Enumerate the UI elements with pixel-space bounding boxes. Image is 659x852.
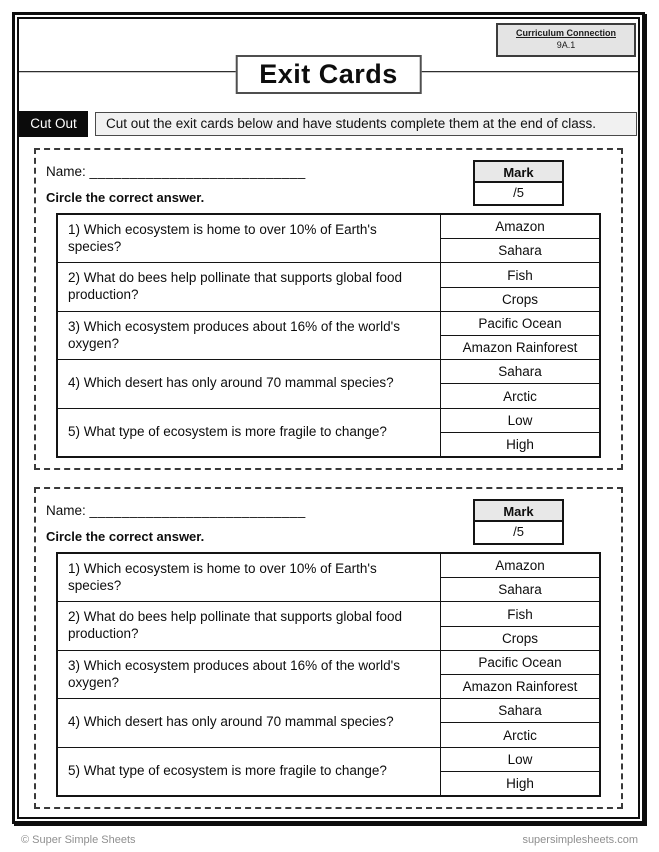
answer-option: Sahara <box>441 577 599 601</box>
answer-option: Low <box>507 751 533 767</box>
mark-value: /5 <box>513 524 524 539</box>
website-url: supersimplesheets.com <box>522 834 638 846</box>
question-row <box>58 262 599 310</box>
answer-option: High <box>441 771 599 795</box>
question-row <box>58 601 599 649</box>
answer-option: Arctic <box>441 383 599 407</box>
instruction-text: Cut out the exit cards below and have students complete them at the end of class. <box>95 112 637 136</box>
answer-option: Arctic <box>441 722 599 746</box>
exit-card <box>34 148 623 470</box>
answer-option: Amazon Rainforest <box>441 335 599 359</box>
copyright-text: © Super Simple Sheets <box>21 834 136 846</box>
answer-option: Sahara <box>498 364 542 380</box>
question-text: 1) Which ecosystem is home to over 10% of Earth's species? <box>68 221 377 254</box>
question-row <box>58 311 599 359</box>
answer-options <box>440 312 599 359</box>
question-text: 4) Which desert has only around 70 mammal species? <box>68 714 394 730</box>
name-row <box>46 503 306 518</box>
name-row <box>46 164 306 179</box>
curriculum-code: 9A.1 <box>556 40 576 51</box>
question-text: 5) What type of ecosystem is more fragile to change? <box>68 762 387 778</box>
worksheet-inner-frame <box>17 17 640 819</box>
mark-box <box>473 499 564 545</box>
mark-box <box>473 160 564 206</box>
answer-option: Amazon <box>495 219 545 235</box>
answer-option: Pacific Ocean <box>478 315 562 331</box>
question-row <box>58 698 599 746</box>
answer-options <box>440 409 599 456</box>
name-blank-line: ___________________________ <box>89 503 306 518</box>
question-text: 1) Which ecosystem is home to over 10% of Earth's species? <box>68 560 377 593</box>
answer-option: Sahara <box>441 238 599 262</box>
answer-option: Amazon <box>495 558 545 574</box>
question-text: 3) Which ecosystem produces about 16% of the world's oxygen? <box>68 318 400 351</box>
question-text: 2) What do bees help pollinate that supports global food production? <box>68 609 402 642</box>
question-table <box>56 213 601 458</box>
question-row <box>58 650 599 698</box>
answer-options <box>440 554 599 601</box>
curriculum-connection-badge <box>496 23 636 57</box>
answer-option: Low <box>507 412 533 428</box>
curriculum-connection-title: Curriculum Connection <box>515 28 616 38</box>
answer-option: Crops <box>441 626 599 650</box>
question-text: 3) Which ecosystem produces about 16% of the world's oxygen? <box>68 657 400 690</box>
exit-card <box>34 487 623 809</box>
answer-option: Pacific Ocean <box>478 654 562 670</box>
answer-options <box>440 699 599 746</box>
mark-header: Mark <box>475 501 562 522</box>
question-row <box>58 408 599 456</box>
question-row <box>58 359 599 407</box>
mark-header: Mark <box>475 162 562 183</box>
question-row <box>58 747 599 795</box>
answer-options <box>440 651 599 698</box>
answer-option: Crops <box>441 287 599 311</box>
answer-options <box>440 360 599 407</box>
name-label: Name: <box>46 503 86 518</box>
answer-option: Sahara <box>498 703 542 719</box>
answer-option: Fish <box>507 267 533 283</box>
question-row <box>58 215 599 262</box>
answer-options <box>440 263 599 310</box>
directions-text: Circle the correct answer. <box>46 190 205 205</box>
answer-option: High <box>441 432 599 456</box>
question-table <box>56 552 601 797</box>
question-row <box>58 554 599 601</box>
cut-out-label: Cut Out <box>19 111 88 137</box>
name-label: Name: <box>46 164 86 179</box>
mark-value: /5 <box>513 185 524 200</box>
answer-option: Fish <box>507 606 533 622</box>
directions-text: Circle the correct answer. <box>46 529 205 544</box>
question-text: 4) Which desert has only around 70 mammal species? <box>68 375 394 391</box>
answer-option: Amazon Rainforest <box>441 674 599 698</box>
question-text: 2) What do bees help pollinate that supports global food production? <box>68 270 402 303</box>
question-text: 5) What type of ecosystem is more fragile to change? <box>68 423 387 439</box>
name-blank-line: ___________________________ <box>89 164 306 179</box>
answer-options <box>440 215 599 262</box>
answer-options <box>440 602 599 649</box>
worksheet-page <box>12 12 645 824</box>
answer-options <box>440 748 599 795</box>
page-title: Exit Cards <box>235 55 422 94</box>
